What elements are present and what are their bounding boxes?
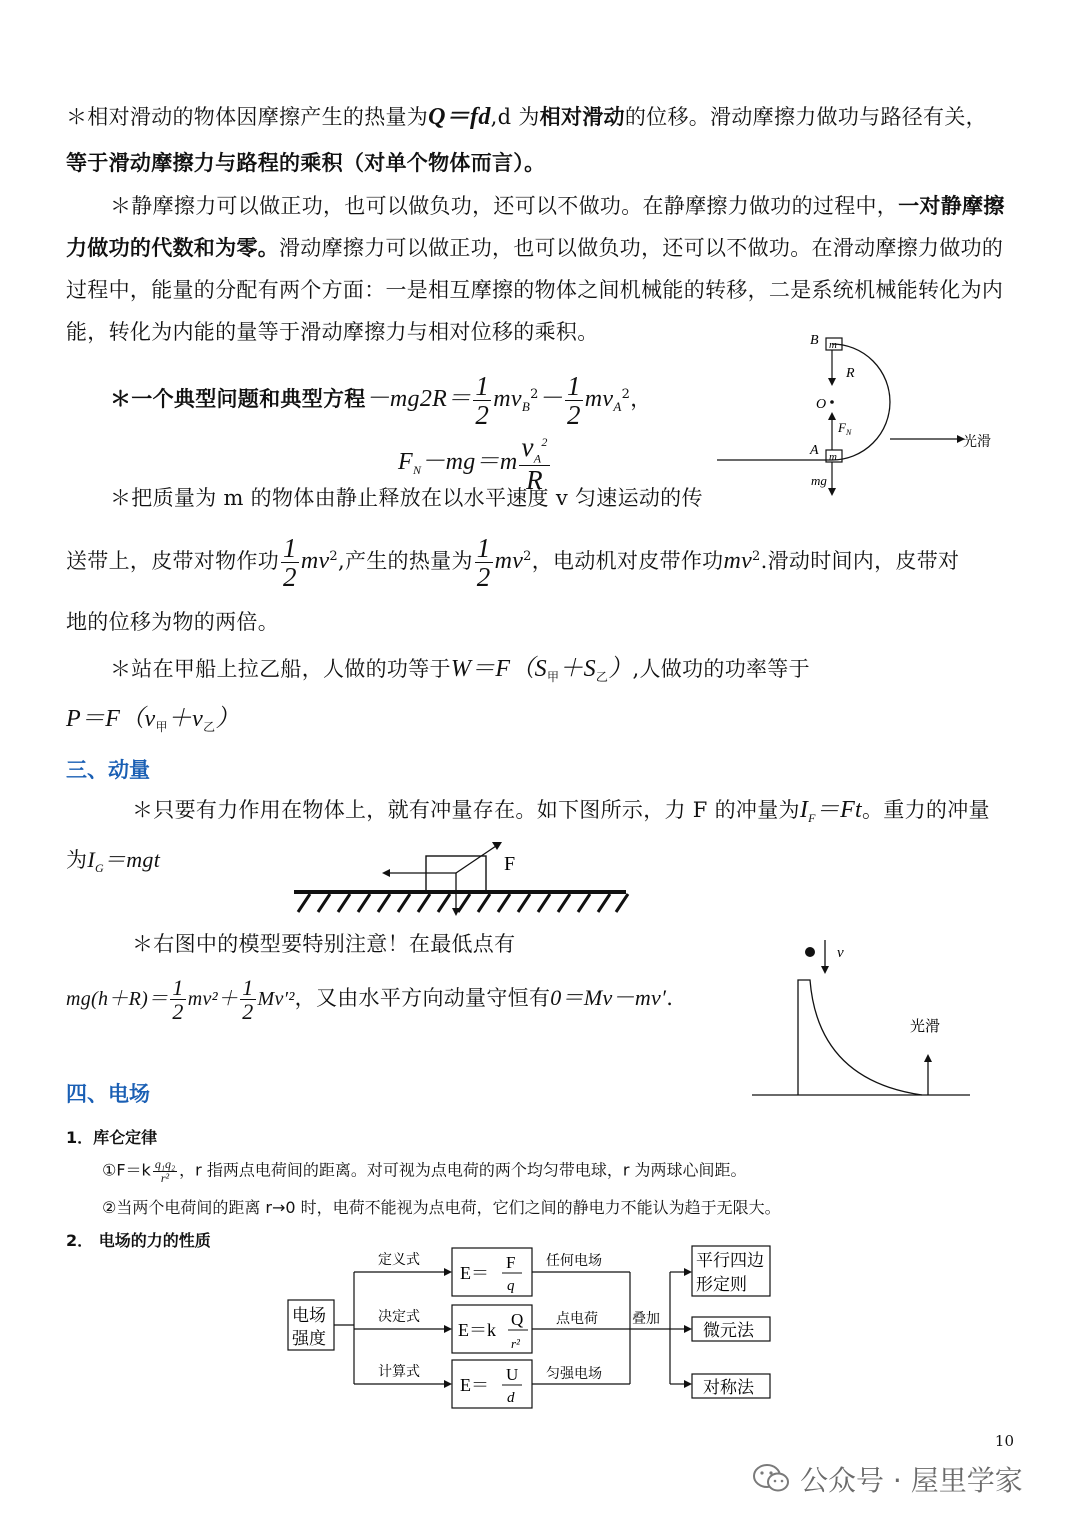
sec3-line3: ＊右图中的模型要特别注意！在最低点有 [132,932,516,956]
coulomb-law-heading: 1．库仑定律 [66,1128,158,1147]
loop-track-figure [712,328,1022,498]
para2-line3: 过程中，能量的分配有两个方面：一是相互摩擦的物体之间机械能的转移，二是系统机械能转化为内 [66,278,1004,302]
para2-line2: 力做功的代数和为零。滑动摩擦力可以做正功，也可以做负功，还可以不做功。在滑动摩擦力做功的 [66,235,1004,260]
label-smooth-2: 光滑 [910,1019,941,1035]
ground-hatch [298,894,628,912]
half-fraction: $\frac{1}{2}$ [475,370,490,430]
sec3-line1: ＊只要有力作用在物体上，就有冲量存在。如下图所示，力 F 的冲量为$I_F=Ft$。重力的冲量 [132,797,990,826]
svg-text:q: q [507,1278,515,1294]
half-fraction: $\frac{1}{2}$ [172,974,184,1024]
cond-2: 点电荷 [556,1312,598,1327]
svg-text:r²: r² [511,1336,520,1351]
para4-line3: 地的位移为物的两倍。 [66,610,279,634]
label-m-bottom: m [829,451,837,463]
svg-text:E＝: E＝ [460,1375,489,1395]
sec3-line2: 为$I_G=mgt$ [66,847,161,876]
para2-line1: ＊静摩擦力可以做正功，也可以做负功，还可以不做功。在静摩擦力做功的过程中，一对静摩擦 [110,193,1005,218]
curved-slope-figure [750,930,975,1100]
label-A: A [810,443,819,458]
typical-equation-2: $F_N-mg=m$ $\frac{v_A^2}{R}$ [398,431,548,495]
label-R: R [846,366,855,381]
coulomb-line2: ②当两个电荷间的距离 r→0 时，电荷不能视为点电荷，它们之间的静电力不能认为趋于无限大。 [102,1198,781,1217]
label-smooth: 光滑 [963,435,991,450]
cond-3: 匀强电场 [546,1367,602,1382]
para5-line1: ＊站在甲船上拉乙船，人做的功等于$W=F(S_甲+S_乙)$,人做功的功率等于 [110,656,810,685]
block-impulse-figure [290,836,635,916]
svg-text:对称法: 对称法 [703,1378,754,1397]
section-4-heading: 四、电场 [66,1082,150,1106]
coulomb-fraction: $\frac{\text{q₁q₂}}{\text{r²}}$ [154,1157,176,1185]
svg-text:U: U [506,1365,519,1384]
sec3-line4: mg(h＋R)＝ $\frac{1}{2}$ mv²＋ $\frac{1}{2}$ Mv′²，又由水平方向动量守恒有0＝Mv－mv′. [66,974,674,1024]
para4-line2: 送带上，皮带对物作功 $\frac{1}{2}$ $mv^2$,产生的热量为 $\frac{1}{2}$ $mv^2$，电动机对皮带作功$mv^2$.滑动时间内，皮带对 [66,532,960,592]
svg-text:E＝k: E＝k [458,1320,496,1340]
branch-label-3: 计算式 [378,1365,420,1380]
para4-line1: ＊把质量为 m 的物体由静止释放在以水平速度 v 匀速运动的传 [110,486,703,510]
svg-text:强度: 强度 [292,1329,326,1348]
va2-over-r: $\frac{v_A^2}{R}$ [521,431,548,495]
page-number: 10 [994,1432,1014,1450]
label-O: O [816,397,827,412]
field-force-heading: 2． 电场的力的性质 [66,1231,211,1250]
half-fraction: $\frac{1}{2}$ [242,974,254,1024]
label-FN: $F_N$ [838,420,852,437]
para5-line2: $P=F(v_甲+v_乙)$ [66,706,240,735]
wechat-icon [752,1462,792,1494]
label-F: F [504,853,516,875]
svg-text:平行四边: 平行四边 [696,1251,764,1270]
svg-text:形定则: 形定则 [696,1275,747,1294]
coulomb-line1: ①F＝k $\frac{\text{q₁q₂}}{\text{r²}}$ ，r 指两点电荷间的距离。对可视为点电荷的两个均匀带电球，r 为两球心间距。 [102,1157,747,1185]
merge-label: 叠加 [632,1312,660,1327]
typical-equation-1: ＊一个典型问题和典型方程－mg2R＝ $\frac{1}{2}$ $mv_B^2-$ $\frac{1}{2}$ $mv_A^2$， [110,370,652,430]
half-fraction: $\frac{1}{2}$ [476,532,491,592]
label-m-top: m [829,339,837,351]
label-mg: mg [811,473,827,488]
cond-1: 任何电场 [546,1254,602,1269]
half-fraction: $\frac{1}{2}$ [566,370,581,430]
section-3-heading: 三、动量 [66,758,150,782]
para2-line4: 能，转化为内能的量等于滑动摩擦力与相对位移的乘积。 [66,320,599,344]
label-v: v [837,945,844,961]
para1-line1: ＊相对滑动的物体因摩擦产生的热量为Q＝fd,d 为相对滑动的位移。滑动摩擦力做功与路径有关， [66,104,987,130]
svg-text:微元法: 微元法 [703,1321,754,1340]
field-strength-flowchart [280,1238,790,1418]
svg-text:F: F [506,1253,516,1272]
branch-label-1: 定义式 [378,1253,420,1268]
half-fraction: $\frac{1}{2}$ [283,532,297,592]
svg-text:E＝: E＝ [460,1263,489,1283]
svg-text:d: d [507,1390,515,1406]
branch-label-2: 决定式 [378,1310,420,1325]
svg-text:Q: Q [511,1310,524,1329]
label-B: B [810,333,819,348]
svg-text:电场: 电场 [292,1306,326,1325]
para1-line2: 等于滑动摩擦力与路程的乘积（对单个物体而言）。 [66,150,546,175]
watermark-text: 公众号 · 屋里学家 [800,1464,1023,1497]
